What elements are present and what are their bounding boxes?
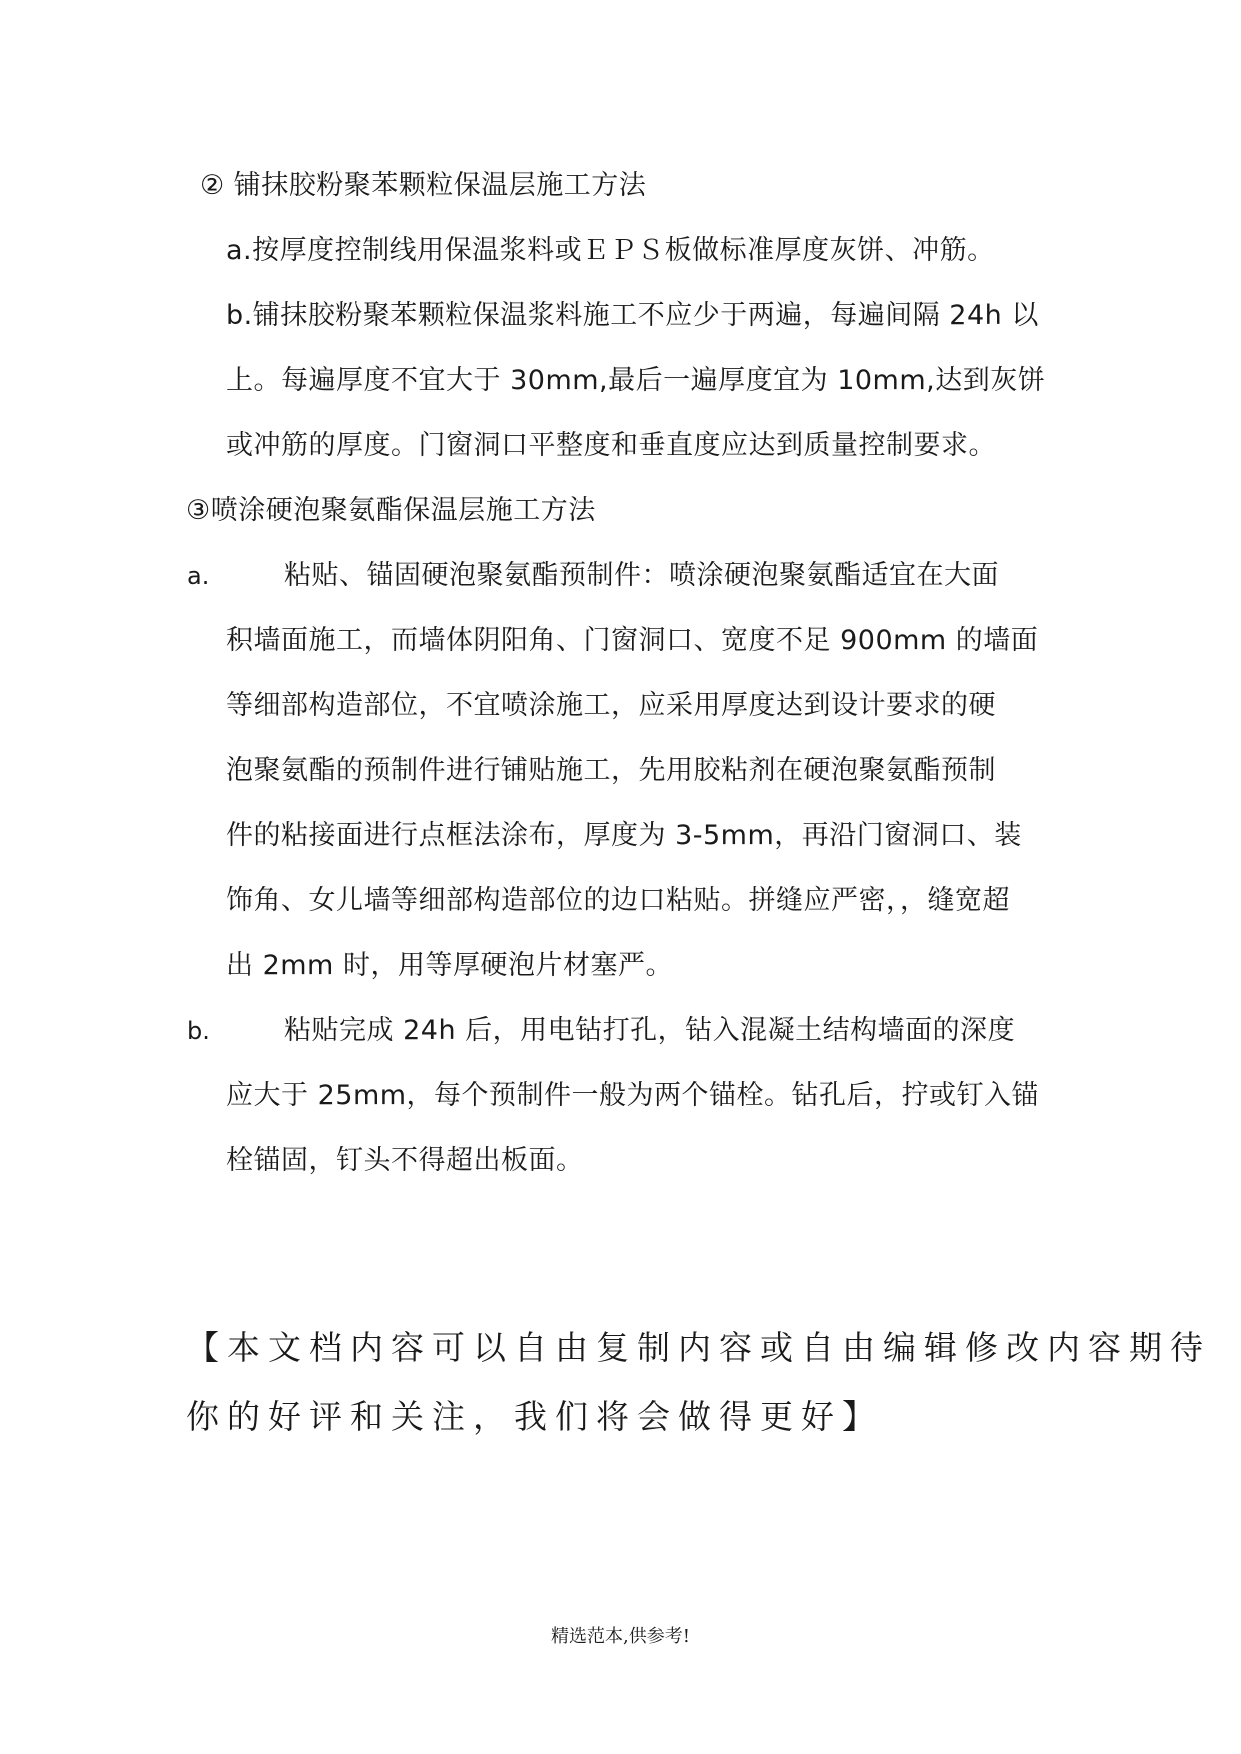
section2-heading: ② 铺抹胶粉聚苯颗粒保温层施工方法 xyxy=(200,170,647,201)
section3-item-b-line: 粘贴完成 24h 后，用电钻打孔，钻入混凝土结构墙面的深度 xyxy=(284,1015,1016,1046)
section3-item-a-marker: a. xyxy=(187,562,210,590)
section3-item-a-line: 出 2mm 时，用等厚硬泡片材塞严。 xyxy=(226,950,673,981)
section3-item-b-marker: b. xyxy=(187,1017,210,1045)
notice-line: 【本文档内容可以自由复制内容或自由编辑修改内容期待 xyxy=(186,1328,1211,1367)
notice-line: 你的好评和关注，我们将会做得更好】 xyxy=(186,1397,883,1436)
section3-item-b-line: 应大于 25mm，每个预制件一般为两个锚栓。钻孔后，拧或钉入锚 xyxy=(226,1080,1040,1111)
section3-item-a-line: 等细部构造部位，不宜喷涂施工，应采用厚度达到设计要求的硬 xyxy=(226,690,996,721)
page-footer: 精选范本,供参考! xyxy=(551,1626,690,1647)
section2-item-b-line: 或冲筋的厚度。门窗洞口平整度和垂直度应达到质量控制要求。 xyxy=(226,430,996,461)
section2-item-b-line: 上。每遍厚度不宜大于 30mm,最后一遍厚度宜为 10mm,达到灰饼 xyxy=(226,365,1046,396)
section3-item-a-line: 件的粘接面进行点框法涂布，厚度为 3-5mm，再沿门窗洞口、装 xyxy=(226,820,1022,851)
section3-heading: ③喷涂硬泡聚氨酯保温层施工方法 xyxy=(186,495,596,526)
section2-item-a: a.按厚度控制线用保温浆料或ＥＰＳ板做标准厚度灰饼、冲筋。 xyxy=(226,235,995,266)
section3-item-a-line: 饰角、女儿墙等细部构造部位的边口粘贴。拼缝应严密，，缝宽超 xyxy=(226,885,1010,916)
section3-item-a-line: 粘贴、锚固硬泡聚氨酯预制件：喷涂硬泡聚氨酯适宜在大面 xyxy=(284,560,999,591)
section3-item-a-line: 积墙面施工，而墙体阴阳角、门窗洞口、宽度不足 900mm 的墙面 xyxy=(226,625,1039,656)
section3-item-b-line: 栓锚固，钉头不得超出板面。 xyxy=(226,1145,584,1176)
section3-item-a-line: 泡聚氨酯的预制件进行铺贴施工，先用胶粘剂在硬泡聚氨酯预制 xyxy=(226,755,996,786)
section2-item-b-line: b.铺抹胶粉聚苯颗粒保温浆料施工不应少于两遍，每遍间隔 24h 以 xyxy=(226,300,1039,331)
